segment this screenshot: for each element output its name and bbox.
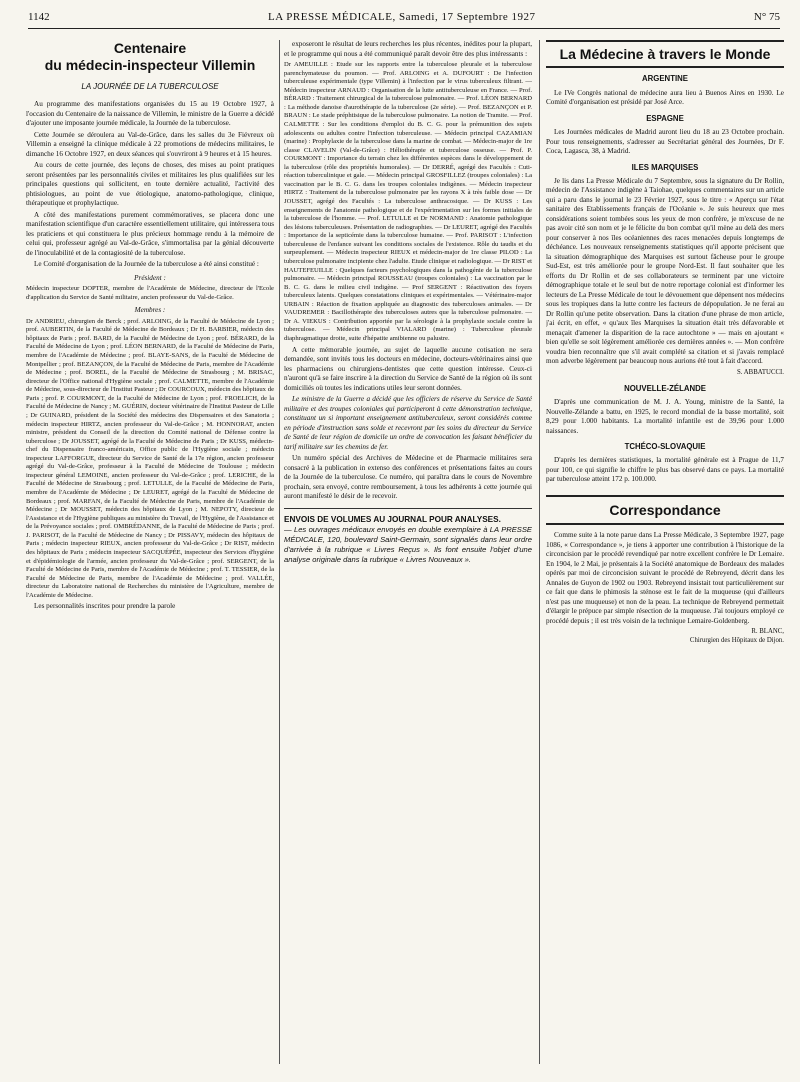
paragraph: Comme suite à la note parue dans La Presse Médicale, 3 Septembre 1927, page 1086, « Correspondance », je tiens à apporter une contribution à l'historique de la circoncision par le procédé revendiqué par notre excellent confrère le Dr Lemaire. En 1904, le 2 Mai, je présentais à la Société anatomique de Bordeaux des malades opérés par moi de circoncision suivant le procédé de Rebreyend, décrit dans les Annales de Guyon de 1902 ou 1903. Rebreyend insistait tout particulièrement sur ce fait que dans le phimosis la sténose est le fait de la muqueuse (qui d'ailleurs n'est pas une muqueuse) et non de la peau. La technique de Rebreyend permettait d'élargir le prépuce par simple résection de la muqueuse. J'ai toujours employé ce procédé depuis ; il est très voisin de la technique Lemaire-Goldenberg. [546, 531, 784, 625]
column-right [546, 40, 784, 1064]
country-heading: ARGENTINE [642, 74, 688, 84]
page-header [28, 6, 780, 29]
box-title: ENVOIS DE VOLUMES AU JOURNAL POUR ANALYSES. [284, 514, 501, 524]
country-heading: NOUVELLE-ZÉLANDE [624, 383, 706, 393]
signature: S. ABBATUCCI. [736, 368, 784, 376]
column-left [26, 40, 274, 1064]
president-text: Médecin inspecteur DOPTER, membre de l'Académie de Médecine, directeur de l'Ecole d'application du Service de Santé militaire, ancien professeur du Val-de-Grâce. [26, 285, 274, 301]
column-middle [284, 40, 532, 1064]
country-heading: ILES MARQUISES [631, 162, 699, 172]
journal-title: LA PRESSE MÉDICALE, Samedi, 17 Septembre 1927 [267, 10, 536, 23]
paragraph: Au programme des manifestations organisées du 15 au 19 Octobre 1927, à l'occasion du Centenaire de la naissance de Villemin, le ministre de la Guerre a décidé d'ajouter une imposante journée médicale, la Journée de la tuberculose. [26, 100, 274, 128]
paragraph: D'après les dernières statistiques, la mortalité générale est à Prague de 11,7 pour 100, ce qui signifie le chiffre le plus bas observé dans ce pays. La mortalité par tuberculose atteint 172 p. 100.000. [546, 456, 784, 484]
paragraph: Les personnalités inscrites pour prendre la parole [34, 602, 176, 611]
column-divider [539, 40, 540, 1064]
country-heading: TCHÉCO-SLOVAQUIE [624, 442, 706, 452]
signature: R. BLANC, [751, 628, 784, 636]
members-label: Membres : [134, 306, 166, 315]
paragraph: Au cours de cette journée, des leçons de choses, des mises au point pratiques seront présentées par les personnalités civiles et militaires les plus qualifiées sur les principales questions qui sollicitent, en toute dernière actualité, l'activité des phtisiologues, au point de vue étiologique, anatomo-pathologique, clinique, thérapeutique et prophylactique. [26, 161, 274, 208]
paragraph: A cette mémorable journée, au sujet de laquelle aucune cotisation ne sera demandée, sont invités tous les docteurs en médecine, docteurs-vétérinaires ainsi que les pharmaciens ou chirurgiens-dentistes que cette question intéresse. Ceux-ci n'auront qu'à se faire inscrire à la direction du Service de Santé de la région où ils sont domiciliés où toutes les indications utiles leur seront données. [284, 345, 532, 392]
paragraph: Un numéro spécial des Archives de Médecine et de Pharmacie militaires sera consacré à la publication in extenso des conférences et présentations faites au cours de la Journée de la tuberculose. Ce numéro, qui paraîtra dans le cours de Novembre prochain, sera envoyé, contre remboursement, à tous les adhérents à cette journée qui auront manifesté le désir de le recevoir. [284, 454, 532, 501]
signature-affiliation: Chirurgien des Hôpitaux de Dijon. [689, 637, 784, 645]
paragraph: D'après une communication de M. J. A. Young, ministre de la Santé, la Nouvelle-Zélande a battu, en 1925, le record mondial de la basse mortalité, soit 8,29 pour 1.000 habitants. La mortalité infantile est de 39,96 pour 1.000 naissances. [546, 398, 784, 435]
paragraph: Les Journées médicales de Madrid auront lieu du 18 au 23 Octobre prochain. Pour tous renseignements, s'adresser au Secrétariat général des Journées, Dr F. Coca, Lagasca, 38, à Madrid. [546, 128, 784, 156]
members-text: Dr ANDRIEU, chirurgien de Berck ; prof. ARLOING, de la Faculté de Médecine de Lyon ; prof. AUBERTIN, de la Faculté de Médecine de Bordeaux ; Dr H. BARBIER, médecin des hôpitaux de Paris ; prof. BARD, de la Faculté de Médecine de Lyon ; prof. BÉRARD, de la Faculté de Médecine de Lyon ; prof. LÉON BERNARD, de la Faculté de Médecine de Paris, membre de l'Académie de Médecine ; prof. BLAYE-SANS, de la Faculté de Médecine de Montpellier ; prof. BEZANÇON, de la Faculté de Médecine de Paris, membre de l'Académie de Médecine ; prof. BOREL, de la Faculté de Médecine de Strasbourg ; M. BRISAC, directeur de l'Office national d'Hygiène sociale ; prof. CALMETTE, membre de l'Académie de Médecine, sous-directeur de l'Institut Pasteur ; Dr COURCOUX, médecin des hôpitaux de Paris ; prof. P. COURMONT, de la Faculté de Médecine de Lyon ; prof. FROELICH, de la Faculté de Médecine de Nancy ; M. GUÉRIN, docteur vétérinaire de l'Institut Pasteur de Lille ; Dr GUINARD, président de la Société des médecins des Dispensaires et des Sanatoria ; médecin inspecteur HIRTZ, ancien professeur du Val-de-Grâce ; M. HONNORAT, ancien ministre, président du Conseil de la direction du Comité national de Défense contre la tuberculose ; Dr JOUSSET, agrégé de la Faculté de Médecine de Paris ; Dr KUSS, médecin-chef du Dispensaire franco-américain, Office public de l'Hygiène sociale ; médecin inspecteur LAFFORGUE, directeur du Service de Santé de la 17e région, ancien professeur agrégé du Val-de-Grâce, professeur à la Faculté de Médecine de Toulouse ; médecin inspecteur général LEMOINE, ancien professeur du Val-de-Grâce ; prof. LERICHE, de la Faculté de Médecine de Strasbourg ; prof. LETULLE, de la Faculté de Médecine de Paris, membre de l'Académie de Médecine ; Dr LEURET, agrégé de la Faculté de Médecine de Bordeaux ; prof. MARFAN, de la Faculté de Médecine de Paris, membre de l'Académie de Médecine ; Dr MOUSSET, médecin des hôpitaux de Lyon ; M. NEPOTY, directeur de l'Assistance et de l'Hygiène publiques au ministère du Travail, de l'Hygiène, de l'Assistance et de la Prévoyance sociales ; prof. OMBRÉDANNE, de la Faculté de Médecine de Paris ; prof. J. PARISOT, de la Faculté de Médecine de Nancy ; Dr PISSAVY, médecin des hôpitaux de Paris ; médecin inspecteur RIEUX, ancien professeur du Val-de-Grâce ; Dr RIST, médecin des hôpitaux de Paris ; médecin inspecteur SACQUÉPÉE, inspecteur des Services d'hygiène et d'épidémiologie de l'armée, ancien professeur du Val-de-Grâce ; prof. SERGENT, de la Faculté de Médecine de Paris, membre de l'Académie de Médecine ; prof. T. TESSIER, de la Faculté de Médecine de Paris, membre de l'Académie de Médecine ; prof. VALLÉE, directeur du Laboratoire national de Recherches du ministère de l'Agriculture, membre de l'Académie de Médecine. [26, 317, 274, 599]
issue-number: N° 75 [753, 10, 780, 23]
program-text: Dr AMEUILLE : Etude sur les rapports entre la tuberculose pleurale et la tuberculose parenchymateuse du poumon. — Prof. ARLOING et A. DUFOURT : De l'infection tuberculeuse expérimentale (type Villemin) à l'infection par le virus tuberculeux filtrant. — Médecin inspecteur ARNAUD : Organisation de la lutte antituberculeuse en France. — Prof. BÉRARD : Traitement chirurgical de la tuberculose pulmonaire. — Prof. LÉON BERNARD : La méthode danoise d'aurothérapie de la tuberculose (2e série). — Prof. BEZANÇON et P. BRAUN : Le stade préphtisique de la tuberculose pulmonaire. La notion de Tramite. — Prof. CALMETTE : Sur les conditions d'emploi du B. C. G. pour la prémunition des sujets adolescents ou adultes contre l'infection tuberculeuse. — Médecin principal CAZAMIAN (marine) : Prophylaxie de la tuberculose dans la marine de combat. — Médecin-major de 1re classe CLAVELIN (Val-de-Grâce) : Héliothérapie et tuberculose osseuse. — Prof. P. COURMONT : Importance du terrain chez les différentes espèces dans le développement de la tuberculose (rôle des propriétés humorales). — Dr DERRÉ, agrégé des Facultés : Cuti-réaction tuberculinique et gale. — Médecin principal GROSFILLEZ (troupes coloniales) : La vaccination par le B. C. G. dans les troupes coloniales indigènes. — Médecin inspecteur HIRTZ : Traitement de la tuberculose pulmonaire par les rayons X à très faible dose — Dr JOUSSET, agrégé des Facultés : La tuberculose anthracosique. — Dr KUSS : Les enseignements de l'anatomie pathologique et de l'expérimentation sur les formes initiales de la tuberculose de l'homme. — Prof. LETULLE et Dr NORMAND : Anatomie pathologique des lésions tuberculeuses. Présentation de radiographies. — Dr LEURET, agrégé des Facultés : Importance de la septicémie dans la tuberculose humaine. — Prof. PARISOT : L'infection tuberculeuse de l'enfance suivant les conditions sociales de l'existence. Rôle du taudis et du surpeuplement. — Médecin inspecteur RIEUX et médecin-major de 1re classe PILOD : La tuberculose pulmonaire incipiente chez l'adulte. Etude clinique et radiologique. — Dr RIST et HAUTEFEUILLE : Quelques facteurs psychologiques dans la pathogénie de la tuberculose pulmonaire. — Médecin principal ROUSSEAU (troupes coloniales) : La vaccination par le B. C. G. dans le milieu civil indigène. — Prof SERGENT : Réactivation des foyers tuberculeux latents. Quelques constatations cliniques et expérimentales. — Vétérinaire-major URBAIN : Réaction de fixation appliquée au diagnostic des tuberculoses animales. — Dr VAUDREMER : Bacillothérapie des tuberculoses autres que la tuberculose pulmonaire. — Dr A. VIEKUS : Contribution apportée par la sérologie à la prophylaxie sociale contre la tuberculose. — Médecin principal VIALARD (marine) : Tuberculose pleurale diaphragmatique droite, suite d'hépatite amibienne ou palustre. [284, 61, 532, 342]
paragraph: Le Comité d'organisation de la Journée de la tuberculose a été ainsi constitué : [34, 260, 259, 269]
divider [284, 508, 532, 509]
president-label: Président : [134, 273, 166, 282]
correspondence-title: Correspondance [546, 495, 784, 525]
paragraph: Je lis dans La Presse Médicale du 7 Septembre, sous la signature du Dr Rollin, médecin de l'Assistance indigène à Taiohae, quelques commentaires sur un article qui a paru dans le journal le 23 Février 1927, sous le titre : « Aperçu sur l'état sanitaire des Etablissements français de l'Océanie ». Je suis heureux que mes considérations soient tombées sous les yeux de mon confrère, je m'excuse de ne pas avoir cité son nom et je le félicite du bon combat qu'il mène au delà des mers pour conserver à nos îles océaniennes des races menacées depuis longtemps de déchéance. Les nouveaux renseignements statistiques qu'il apporte précisent que la situation démographique des Marquises est surtout fâcheuse pour le groupe Sud-Est, est très améliorée pour le groupe Nord-Est. Il faut souhaiter que les efforts du Dr Rollin et de ses collaborateurs se terminent par une victoire démographique totale et le seul but de notre reportage colonial est d'informer les lecteurs de La Presse Médicale de tout le dévouement que dépensent nos médecins sous les tropiques dans la lutte contre les facteurs de dépopulation. Je ne ferai au Dr Rollin qu'une petite observation. Dans la citation d'une phrase de mon article, j'ai écrit, en effet, « qu'aux îles Marquises la situation était très défavorable et menaçait d'amener la disparition de la race autochtone » — mais en ajoutant « bien qu'elle se soit légèrement améliorée ces dernières années ». — Mon confrère voudra bien reconnaître que s'il avait complété sa citation et si j'avais remplacé mon adverbe légèrement par beaucoup nous aurions été tout à fait d'accord. [546, 176, 784, 366]
paragraph: Cette Journée se déroulera au Val-de-Grâce, dans les salles du 3e Fiévreux où Villemin a enseigné la clinique médicale à 22 promotions de médecins militaires, le dimanche 16 Octobre 1927, en deux séances qui s'ouvriront à 9 heures et à 15 heures. [26, 130, 274, 158]
box-text: — Les ouvrages médicaux envoyés en double exemplaire à LA PRESSE MÉDICALE, 120, boulevard Saint-Germain, sont signalés dans leur ordre d'arrivée à la rubrique « Livres Reçus ». Ils font ensuite l'objet d'une analyse originale dans la rubrique « Livres Nouveaux ». [284, 525, 532, 565]
paragraph: Le ministre de la Guerre a décidé que les officiers de réserve du Service de Santé militaire et des troupes coloniales qui participeront à cette démonstration technique, constituant un si important enseignement antituberculeux, seront considérés comme en période d'instruction sans solde et recevront par les soins du directeur du Service de Santé de leur région de domicile un ordre de convocation les faisant bénéficier du tarif militaire sur les chemins de fer. [284, 395, 532, 451]
paragraph: exposeront le résultat de leurs recherches les plus récentes, inédites pour la plupart, et le programme qui nous a été communiqué paraît devoir être des plus intéressants : [284, 40, 532, 58]
country-heading: ESPAGNE [646, 113, 684, 123]
column-divider [279, 40, 280, 1064]
paragraph: Le IVe Congrès national de médecine aura lieu à Buenos Aires en 1930. Le Comité d'organisation est présidé par José Arce. [546, 88, 784, 107]
section-title: La Médecine à travers le Monde [546, 40, 784, 68]
article-subtitle: LA JOURNÉE DE LA TUBERCULOSE [81, 81, 219, 91]
paragraph: A côté des manifestations purement commémoratives, se placera donc une manifestation scientifique d'un caractère essentiellement utilitaire, qui intéressera tous les praticiens et qui constituera le plus précieux hommage rendu à la mémoire de celui qui, professeur agrégé au Val-de-Grâce, s'immortalisa par la génial découverte de l'inoculabilité et de la contagiosité de la tuberculose. [26, 210, 274, 257]
page-number: 1142 [28, 10, 50, 23]
article-title: Centenaire du médecin-inspecteur Villemin [44, 40, 256, 73]
